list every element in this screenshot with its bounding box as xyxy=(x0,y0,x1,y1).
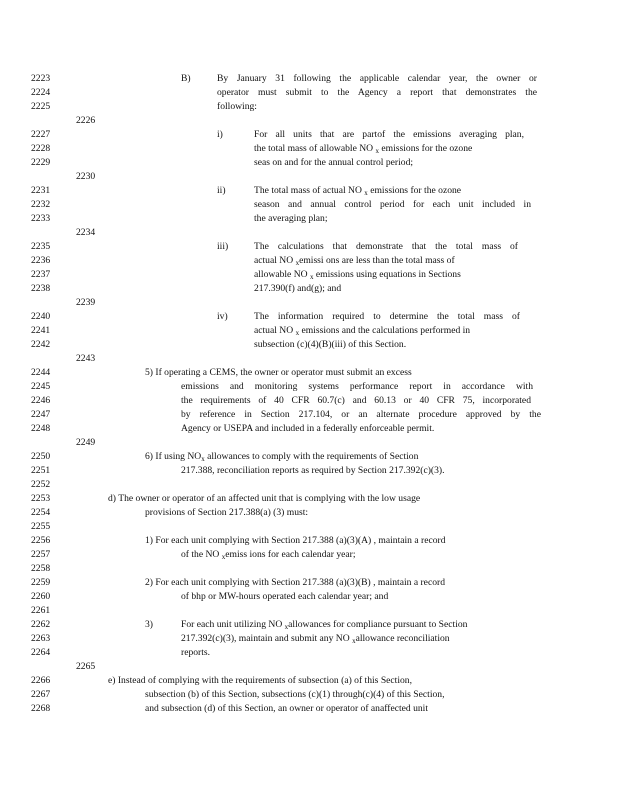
text-line: The calculations that demonstrate that the total mass of xyxy=(254,241,518,252)
text-line: For each unit utilizing NO $_x$allowances for compliance pursuant to Section xyxy=(181,619,468,631)
line-number: 2242 xyxy=(31,339,51,350)
text-line: 217.392(c)(3), maintain and submit any NO $_x$allowance reconciliation xyxy=(181,633,450,645)
line-number: 2264 xyxy=(31,647,51,658)
text-line: The information required to determine the total mass of xyxy=(254,311,520,322)
text-line: of the NO $_x$emiss ions for each calendar year; xyxy=(181,549,356,561)
line-number: 2246 xyxy=(31,395,51,406)
line-number: 2245 xyxy=(31,381,51,392)
line-number: 2266 xyxy=(31,675,51,686)
text-line: 217.390(f) and(g); and xyxy=(254,283,342,294)
line-number: 2257 xyxy=(31,549,51,560)
line-number: 2254 xyxy=(31,507,51,518)
line-number: 2234 xyxy=(76,227,96,238)
line-number: 2263 xyxy=(31,633,51,644)
line-number: 2247 xyxy=(31,409,51,420)
line-number: 2259 xyxy=(31,577,51,588)
text-line: e) Instead of complying with the requirements of subsection (a) of this Section, xyxy=(108,675,412,686)
text-line: subsection (b) of this Section, subsections (c)(1) through(c)(4) of this Section, xyxy=(145,689,445,700)
line-number: 2249 xyxy=(76,437,96,448)
item-label: iv) xyxy=(217,311,228,322)
line-number: 2223 xyxy=(31,73,51,84)
line-number: 2229 xyxy=(31,157,51,168)
line-number: 2237 xyxy=(31,269,51,280)
text-line: the requirements of 40 CFR 60.7(c) and 60.13 or 40 CFR 75, incorporated xyxy=(181,395,531,406)
line-number: 2225 xyxy=(31,101,51,112)
line-number: 2224 xyxy=(31,87,51,98)
text-line: emissions and monitoring systems performance report in accordance with xyxy=(181,381,533,392)
line-number: 2267 xyxy=(31,689,51,700)
line-number: 2227 xyxy=(31,129,51,140)
line-number: 2261 xyxy=(31,605,51,616)
text-line: following: xyxy=(217,101,257,112)
line-number: 2265 xyxy=(76,661,96,672)
line-number: 2226 xyxy=(76,115,96,126)
line-number: 2233 xyxy=(31,213,51,224)
text-line: seas on and for the annual control period; xyxy=(254,157,414,168)
text-line: 2) For each unit complying with Section 217.388 (a)(3)(B) , maintain a record xyxy=(145,577,445,588)
text-line: reports. xyxy=(181,647,211,658)
text-line: by reference in Section 217.104, or an alternate procedure approved by the xyxy=(181,409,541,420)
text-line: of bhp or MW-hours operated each calendar year; and xyxy=(181,591,389,602)
text-line: allowable NO $_x$ emissions using equations in Sections xyxy=(254,269,461,281)
line-number: 2235 xyxy=(31,241,51,252)
line-number: 2248 xyxy=(31,423,51,434)
line-number: 2241 xyxy=(31,325,51,336)
line-number: 2231 xyxy=(31,185,51,196)
text-line: season and annual control period for each unit included in xyxy=(254,199,531,210)
text-line: d) The owner or operator of an affected unit that is complying with the low usage xyxy=(108,493,421,504)
line-number: 2243 xyxy=(76,353,96,364)
line-number: 2255 xyxy=(31,521,51,532)
item-label: iii) xyxy=(217,241,229,252)
text-line: provisions of Section 217.388(a) (3) must: xyxy=(145,507,309,518)
text-line: Agency or USEPA and included in a federally enforceable permit. xyxy=(181,423,435,434)
text-line: 1) For each unit complying with Section 217.388 (a)(3)(A) , maintain a record xyxy=(145,535,446,546)
text-line: The total mass of actual NO $_x$ emissions for the ozone xyxy=(254,185,462,197)
line-number: 2232 xyxy=(31,199,51,210)
line-number: 2240 xyxy=(31,311,51,322)
line-number: 2260 xyxy=(31,591,51,602)
item-label: ii) xyxy=(217,185,226,196)
line-number: 2230 xyxy=(76,171,96,182)
line-number: 2258 xyxy=(31,563,51,574)
text-line: By January 31 following the applicable calendar year, the owner or xyxy=(217,73,537,84)
text-line: For all units that are partof the emissions averaging plan, xyxy=(254,129,524,140)
line-number: 2228 xyxy=(31,143,51,154)
text-line: the averaging plan; xyxy=(254,213,328,224)
line-number: 2244 xyxy=(31,367,51,378)
text-line: the total mass of allowable NO $_x$ emissions for the ozone xyxy=(254,143,473,155)
text-line: subsection (c)(4)(B)(iii) of this Section. xyxy=(254,339,407,350)
text-line: and subsection (d) of this Section, an owner or operator of anaffected unit xyxy=(145,703,429,714)
text-line: actual NO $_x$ emissions and the calculations performed in xyxy=(254,325,471,337)
line-number: 2253 xyxy=(31,493,51,504)
text-line: 217.388, reconciliation reports as required by Section 217.392(c)(3). xyxy=(181,465,445,476)
line-number: 2252 xyxy=(31,479,51,490)
item-label: 3) xyxy=(145,619,153,630)
line-number: 2262 xyxy=(31,619,51,630)
line-number: 2239 xyxy=(76,297,96,308)
line-number: 2236 xyxy=(31,255,51,266)
line-number: 2251 xyxy=(31,465,51,476)
text-line: 6) If using $NO_x$ allowances to comply with the requirements of Section xyxy=(145,451,419,463)
text-line: operator must submit to the Agency a report that demonstrates the xyxy=(217,87,537,98)
line-number: 2268 xyxy=(31,703,51,714)
line-number: 2238 xyxy=(31,283,51,294)
text-line: actual NO $_x$emissi ons are less than the total mass of xyxy=(254,255,455,267)
item-label: i) xyxy=(217,129,223,140)
item-label: B) xyxy=(181,73,191,84)
line-number: 2250 xyxy=(31,451,51,462)
line-number: 2256 xyxy=(31,535,51,546)
text-line: 5) If operating a CEMS, the owner or operator must submit an excess xyxy=(145,367,412,378)
